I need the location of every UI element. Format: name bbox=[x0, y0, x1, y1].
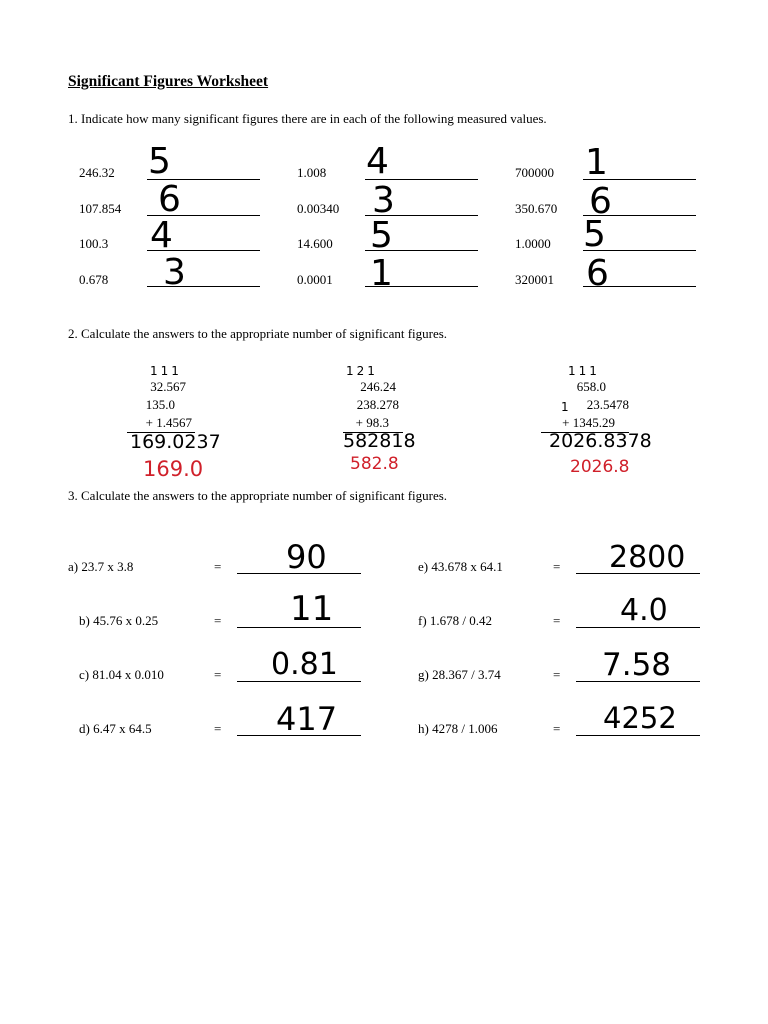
q1-answer[interactable]: 4 bbox=[150, 215, 173, 256]
q2-carry-digits: 121 bbox=[346, 364, 378, 378]
q3-expression: c) 81.04 x 0.010 bbox=[79, 667, 164, 682]
q3-expression: h) 4278 / 1.006 bbox=[418, 721, 498, 736]
equals-sign: = bbox=[553, 667, 561, 682]
equals-sign: = bbox=[553, 721, 561, 736]
worksheet-title: Significant Figures Worksheet bbox=[68, 73, 269, 90]
q2-prompt: 2. Calculate the answers to the appropriate number of significant figures. bbox=[68, 326, 448, 341]
q2-answer[interactable]: 582.8 bbox=[350, 454, 399, 474]
q2-addend: + 1345.29 bbox=[562, 415, 615, 430]
q2-sum: 582818 bbox=[343, 430, 416, 452]
q1-answer[interactable]: 1 bbox=[585, 142, 608, 183]
q1-value: 0.678 bbox=[79, 272, 109, 287]
q1-value: 700000 bbox=[515, 165, 554, 180]
equals-sign: = bbox=[214, 613, 222, 628]
q3-answer[interactable]: 90 bbox=[286, 538, 327, 576]
q3-answer[interactable]: 0.81 bbox=[271, 647, 338, 682]
q2-addend: + 1.4567 bbox=[145, 415, 192, 430]
q2-addend: 658.0 bbox=[576, 379, 606, 394]
q3-expression: b) 45.76 x 0.25 bbox=[79, 613, 159, 628]
q3-expression: d) 6.47 x 64.5 bbox=[79, 721, 152, 736]
q3-expression: a) 23.7 x 3.8 bbox=[68, 559, 134, 574]
q2-addend: 23.5478 bbox=[586, 397, 629, 412]
equals-sign: = bbox=[553, 613, 561, 628]
q1-answer[interactable]: 5 bbox=[370, 215, 393, 256]
q3-expression: e) 43.678 x 64.1 bbox=[418, 559, 503, 574]
q2-sum: 2026.8378 bbox=[549, 430, 652, 452]
q2-carry-digits: 111 bbox=[568, 364, 600, 378]
q2-sum: 169.0237 bbox=[130, 431, 221, 453]
q3-answer[interactable]: 4.0 bbox=[620, 593, 668, 628]
q1-value: 107.854 bbox=[79, 201, 122, 216]
q1-value: 350.670 bbox=[515, 201, 558, 216]
q1-answer[interactable]: 3 bbox=[163, 252, 186, 293]
q2-addend: 32.567 bbox=[150, 379, 186, 394]
q1-answer[interactable]: 1 bbox=[370, 253, 393, 294]
q1-value: 14.600 bbox=[297, 236, 333, 251]
q1-value: 0.00340 bbox=[297, 201, 340, 216]
q2-addend: 238.278 bbox=[356, 397, 399, 412]
q1-value: 246.32 bbox=[79, 165, 115, 180]
q3-expression: g) 28.367 / 3.74 bbox=[418, 667, 501, 682]
q2-answer[interactable]: 169.0 bbox=[143, 457, 204, 481]
q1-answer[interactable]: 6 bbox=[589, 181, 612, 222]
q1-answer[interactable]: 5 bbox=[583, 214, 606, 255]
q1-value: 0.0001 bbox=[297, 272, 333, 287]
q2-carry-digits: 1 bbox=[561, 400, 569, 414]
q3-answer[interactable]: 11 bbox=[290, 589, 334, 629]
q3-answer[interactable]: 2800 bbox=[609, 540, 686, 575]
q1-answer[interactable]: 5 bbox=[148, 141, 171, 182]
q1-value: 1.008 bbox=[297, 165, 327, 180]
q2-addend: + 98.3 bbox=[355, 415, 389, 430]
q3-expression: f) 1.678 / 0.42 bbox=[418, 613, 493, 628]
q1-answer[interactable]: 6 bbox=[586, 253, 609, 294]
q1-value: 100.3 bbox=[79, 236, 109, 251]
q2-answer[interactable]: 2026.8 bbox=[570, 457, 630, 477]
q3-answer[interactable]: 7.58 bbox=[602, 647, 672, 683]
q1-value: 1.0000 bbox=[515, 236, 551, 251]
equals-sign: = bbox=[553, 559, 561, 574]
q1-value: 320001 bbox=[515, 272, 554, 287]
q1-answer[interactable]: 3 bbox=[372, 180, 395, 221]
q3-answer[interactable]: 417 bbox=[276, 700, 338, 738]
q3-answer[interactable]: 4252 bbox=[603, 701, 677, 735]
q2-carry-digits: 111 bbox=[150, 364, 182, 378]
equals-sign: = bbox=[214, 721, 222, 736]
q2-addend: 246.24 bbox=[360, 379, 396, 394]
equals-sign: = bbox=[214, 559, 222, 574]
equals-sign: = bbox=[214, 667, 222, 682]
q1-prompt: 1. Indicate how many significant figures there are in each of the following measured values. bbox=[68, 111, 547, 126]
q1-answer[interactable]: 6 bbox=[158, 179, 181, 220]
q1-answer[interactable]: 4 bbox=[366, 141, 389, 182]
q2-addend: 135.0 bbox=[145, 397, 175, 412]
q3-prompt: 3. Calculate the answers to the appropriate number of significant figures. bbox=[68, 488, 448, 503]
